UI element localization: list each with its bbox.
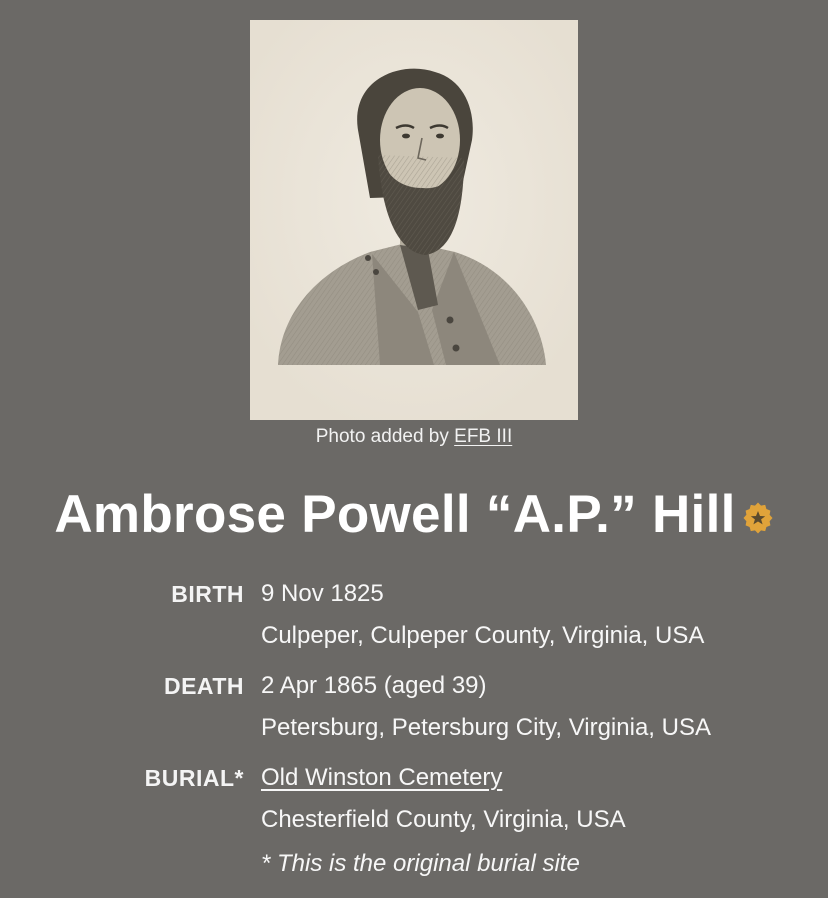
memorial-facts: [0, 574, 828, 894]
photo-caption-prefix: Photo added by: [315, 426, 449, 447]
cemetery-link[interactable]: Old Winston Cemetery: [261, 764, 503, 791]
burial-label: BURIAL*: [144, 765, 244, 791]
birth-label: BIRTH: [171, 581, 244, 607]
death-date: 2 Apr 1865 (aged 39): [261, 672, 487, 699]
burial-fact: [0, 758, 828, 886]
death-label: DEATH: [163, 673, 244, 699]
birth-fact: [0, 574, 828, 658]
portrait-engraving: [250, 20, 578, 420]
birth-place: Culpeper, Culpeper County, Virginia, USA: [261, 622, 705, 649]
birth-date: 9 Nov 1825: [261, 580, 384, 607]
photo-contributor-link[interactable]: EFB III: [454, 426, 513, 447]
photo-caption: [0, 426, 828, 448]
memorial-name: Ambrose Powell “A.P.” Hill: [54, 485, 736, 544]
memorial-name-heading: [0, 484, 828, 545]
death-fact: [0, 666, 828, 750]
star-icon[interactable]: [742, 502, 774, 534]
memorial-photo[interactable]: [250, 20, 578, 420]
burial-place: Chesterfield County, Virginia, USA: [261, 806, 626, 833]
burial-note: * This is the original burial site: [261, 850, 580, 877]
death-place: Petersburg, Petersburg City, Virginia, USA: [261, 714, 711, 741]
